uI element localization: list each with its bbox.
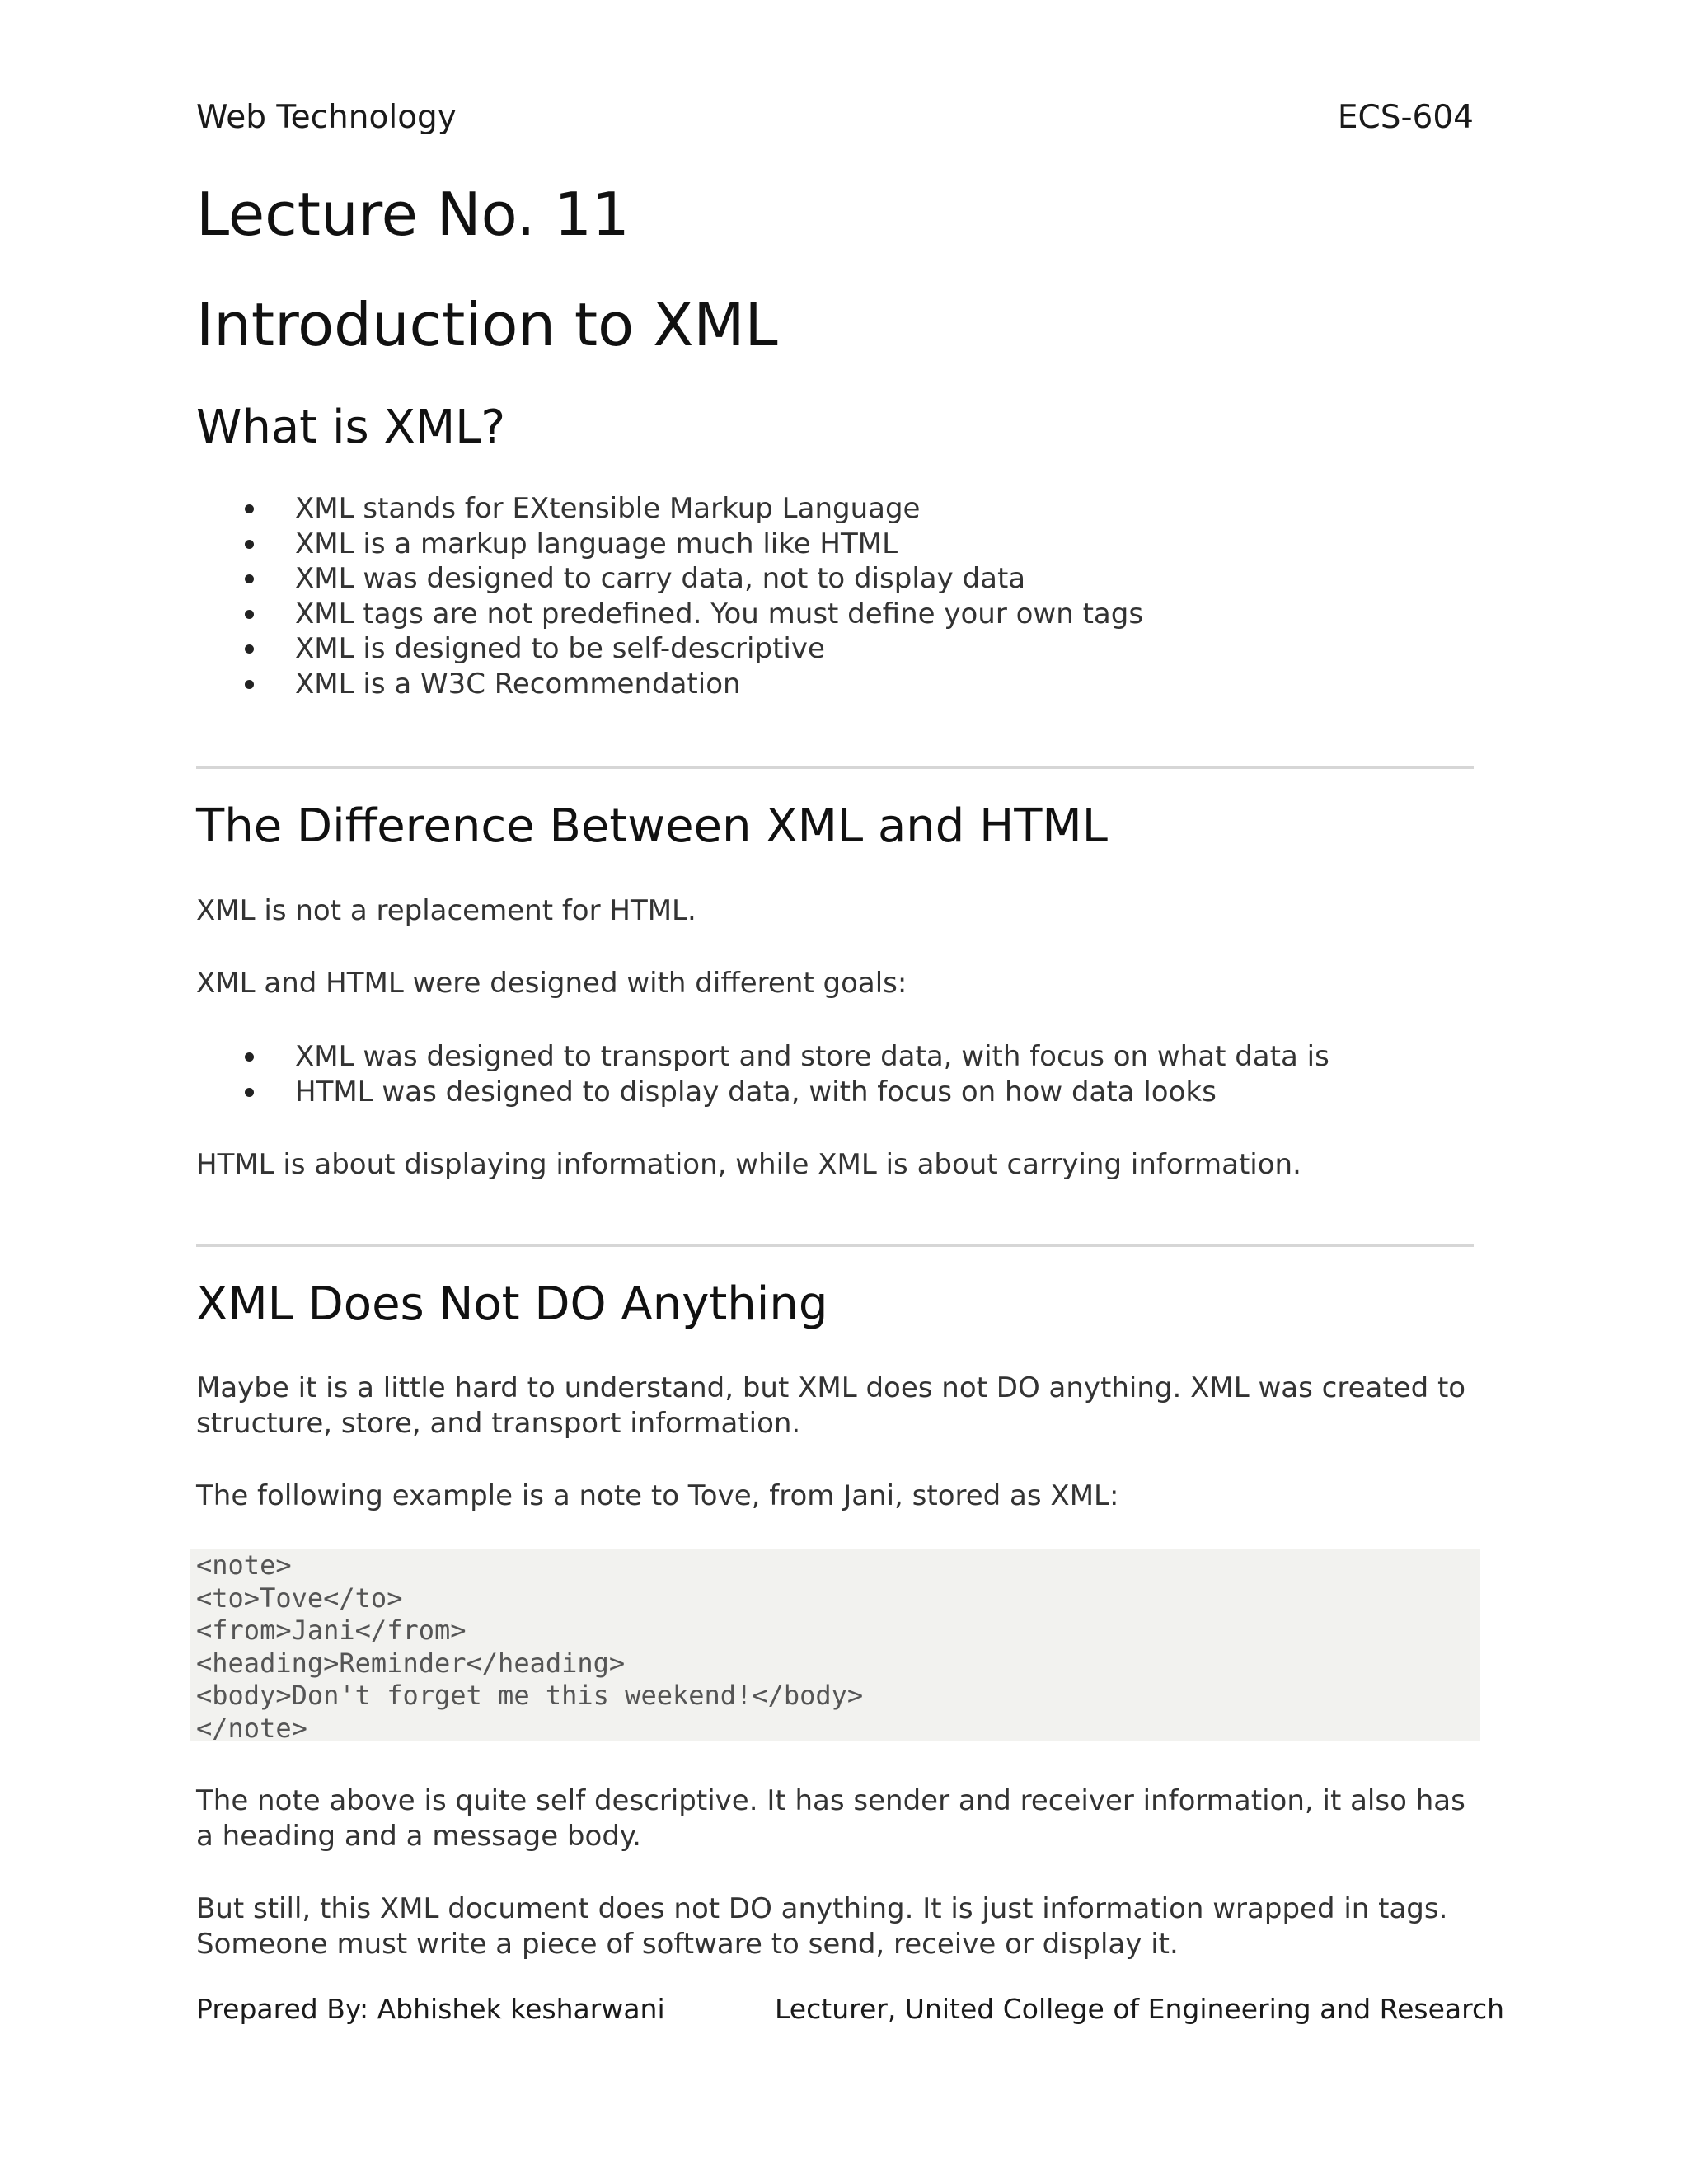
list-item: XML tags are not predefined. You must define your own tags	[196, 597, 1143, 632]
paragraph: HTML is about displaying information, while XML is about carrying information.	[196, 1148, 1301, 1181]
main-title: Introduction to XML	[196, 290, 778, 359]
code-line: <note>	[196, 1549, 292, 1581]
difference-list	[196, 1039, 1329, 1109]
prepared-by: Prepared By: Abhishek kesharwani	[196, 1993, 665, 2025]
bullet-icon	[245, 1088, 254, 1097]
course-name: Web Technology	[196, 99, 457, 136]
section-divider	[196, 1244, 1474, 1247]
list-item: XML is a W3C Recommendation	[196, 667, 1143, 702]
section-heading-does-not-do: XML Does Not DO Anything	[196, 1277, 828, 1331]
paragraph: Maybe it is a little hard to understand, but XML does not DO anything. XML was created to structure, store, and transport information.	[196, 1371, 1466, 1440]
bullet-icon	[245, 540, 254, 549]
code-line: <to>Tove</to>	[196, 1582, 403, 1614]
code-line: <heading>Reminder</heading>	[196, 1647, 626, 1679]
code-line: <from>Jani</from>	[196, 1615, 467, 1646]
list-item: XML was designed to carry data, not to display data	[196, 561, 1143, 597]
bullet-icon	[245, 680, 254, 689]
code-example-block	[190, 1549, 1480, 1744]
code-line: </note>	[196, 1712, 307, 1744]
list-item: HTML was designed to display data, with focus on how data looks	[196, 1075, 1329, 1110]
section-divider	[196, 766, 1474, 769]
bullet-icon	[245, 610, 254, 619]
section-heading-what-is-xml: What is XML?	[196, 401, 506, 454]
lecture-title: Lecture No. 11	[196, 180, 630, 249]
affiliation: Lecturer, United College of Engineering and Research	[775, 1993, 1505, 2025]
list-item: XML is designed to be self-descriptive	[196, 631, 1143, 667]
code-line: <body>Don't forget me this weekend!</body>	[196, 1680, 864, 1711]
paragraph: The note above is quite self descriptive. It has sender and receiver information, it also has a heading and a message body.	[196, 1784, 1465, 1853]
what-is-xml-list	[196, 491, 1143, 701]
paragraph: XML is not a replacement for HTML.	[196, 894, 696, 927]
bullet-icon	[245, 504, 254, 513]
paragraph: The following example is a note to Tove, from Jani, stored as XML:	[196, 1479, 1119, 1512]
list-item: XML was designed to transport and store data, with focus on what data is	[196, 1039, 1329, 1075]
list-item: XML is a markup language much like HTML	[196, 527, 1143, 562]
paragraph: But still, this XML document does not DO anything. It is just information wrapped in tags. Someone must write a piece of software to send, receive or display it.	[196, 1892, 1448, 1961]
paragraph: XML and HTML were designed with different goals:	[196, 967, 907, 1000]
page-header	[196, 99, 1474, 136]
bullet-icon	[245, 574, 254, 583]
section-heading-difference: The Difference Between XML and HTML	[196, 799, 1108, 853]
course-code: ECS-604	[1337, 99, 1474, 136]
bullet-icon	[245, 644, 254, 654]
list-item: XML stands for EXtensible Markup Language	[196, 491, 1143, 527]
bullet-icon	[245, 1052, 254, 1062]
